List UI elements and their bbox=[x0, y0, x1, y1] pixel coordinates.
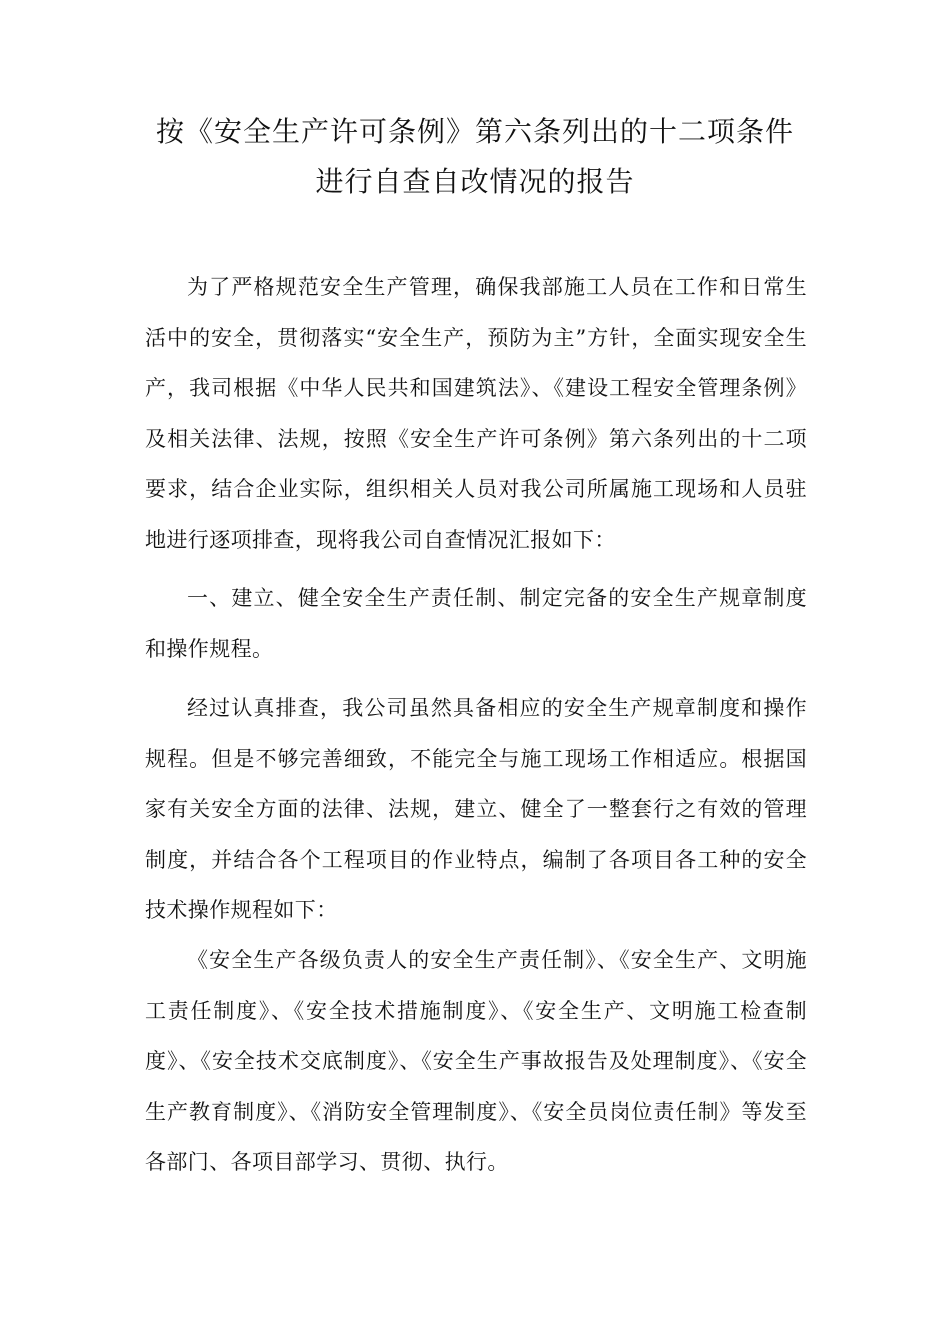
paragraph-text: 一、建立、健全安全生产责任制、制定完备的安全生产规章制度和操作规程。 bbox=[145, 586, 807, 661]
document-title-line-1: 按《安全生产许可条例》第六条列出的十二项条件 bbox=[155, 115, 794, 148]
paragraph-text: 《安全生产各级负责人的安全生产责任制》、《安全生产、文明施工责任制度》、《安全技术措施制度》、《安全生产、文明施工检查制度》、《安全技术交底制度》、《安全生产事故报告及处理制度》、《安全生产教育制度》、《消防安全管理制度》、《安全员岗位责任制》等发至各部门、各项目部学习、贯彻、执行。 bbox=[145, 948, 807, 1174]
intro-paragraph bbox=[145, 262, 807, 565]
document-title-line-2: 进行自查自改情况的报告 bbox=[315, 165, 635, 198]
paragraph-text: 经过认真排查，我公司虽然具备相应的安全生产规章制度和操作规程。但是不够完善细致，不能完全与施工现场工作相适应。根据国家有关安全方面的法律、法规，建立、健全了一整套行之有效的管理制度，并结合各个工程项目的作业特点，编制了各项目各工种的安全技术操作规程如下： bbox=[145, 696, 807, 922]
paragraph-text: 为了严格规范安全生产管理，确保我部施工人员在工作和日常生活中的安全，贯彻落实“安全生产，预防为主”方针，全面实现安全生产，我司根据《中华人民共和国建筑法》、《建设工程安全管理条例》及相关法律、法规，按照《安全生产许可条例》第六条列出的十二项要求，结合企业实际，组织相关人员对我公司所属施工现场和人员驻地进行逐项排查，现将我公司自查情况汇报如下： bbox=[145, 275, 807, 552]
regulations-list-paragraph bbox=[145, 935, 807, 1188]
section-heading-1 bbox=[145, 573, 807, 674]
section-1-paragraph bbox=[145, 683, 807, 936]
